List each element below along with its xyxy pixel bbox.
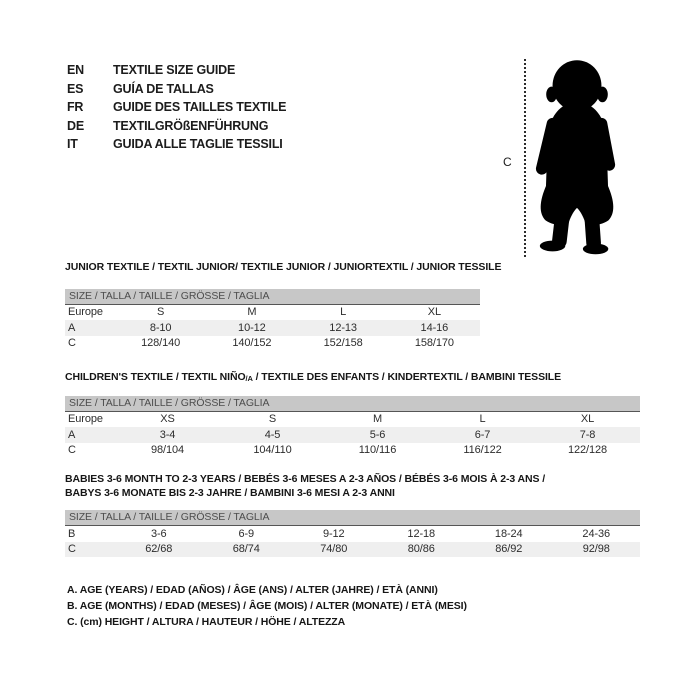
table-row-europe (65, 304, 480, 320)
cell: XL (427, 306, 441, 319)
cell: 18-24 (494, 527, 523, 540)
language-row-it (67, 135, 286, 154)
cell: M (372, 413, 383, 426)
language-title: TEXTILGRÖßENFÜHRUNG (113, 118, 269, 133)
cell: 152/158 (323, 337, 363, 350)
section-junior-textile (65, 261, 502, 351)
size-header-bar: SIZE / TALLA / TAILLE / GRÖSSE / TAGLIA (65, 289, 480, 304)
table-row-age (65, 320, 480, 336)
children-size-table (65, 411, 640, 459)
section-title-line1: BABIES 3-6 MONTH TO 2-3 YEARS / BEBÉS 3-6 MESES A 2-3 AÑOS / BÉBÉS 3-6 MOIS À 2-3 ANS / (65, 473, 546, 485)
cell: XS (160, 413, 175, 426)
section-babies-textile (65, 473, 640, 557)
cell: 14-16 (420, 321, 449, 334)
row-label: A (68, 428, 76, 441)
cell: 92/98 (582, 543, 610, 556)
cell: 86/92 (495, 543, 523, 556)
table-row-height (65, 336, 480, 352)
cell: 6-9 (238, 527, 255, 540)
section-title-subscript: /A (245, 374, 253, 383)
language-row-fr (67, 98, 286, 117)
note-a-age-years: A. AGE (YEARS) / EDAD (AÑOS) / ÂGE (ANS) / ALTER (JAHRE) / ETÀ (ANNI) (67, 584, 438, 596)
cell: 24-36 (582, 527, 611, 540)
row-label: A (68, 321, 76, 334)
cell: 10-12 (238, 321, 266, 334)
language-row-de (67, 117, 286, 136)
section-title-part: CHILDREN'S TEXTILE / TEXTIL NIÑO (65, 371, 246, 383)
language-code: FR (67, 100, 84, 115)
height-dotted-line (524, 59, 526, 257)
row-label: B (68, 527, 76, 540)
row-label: C (68, 444, 76, 457)
table-row-height (65, 443, 640, 459)
cell: S (268, 413, 277, 426)
cell: 9-12 (322, 527, 345, 540)
cell: 98/104 (150, 444, 185, 457)
cell: 6-7 (474, 428, 491, 441)
cell: 140/152 (232, 337, 272, 350)
size-header-bar: SIZE / TALLA / TAILLE / GRÖSSE / TAGLIA (65, 510, 640, 525)
section-title-part: / TEXTILE DES ENFANTS / KINDERTEXTIL / BAMBINI TESSILE (252, 371, 562, 383)
cell: 3-6 (150, 527, 167, 540)
language-code: IT (67, 137, 78, 152)
cell: 62/68 (145, 543, 173, 556)
language-code: DE (67, 118, 84, 133)
cell: 122/128 (567, 444, 608, 457)
baby-silhouette-icon (533, 57, 621, 257)
cell: 116/122 (463, 444, 502, 457)
language-title: GUIDA ALLE TAGLIE TESSILI (113, 137, 283, 152)
cell: 74/80 (320, 543, 348, 556)
cell: 80/86 (407, 543, 435, 556)
row-label: Europe (68, 306, 103, 319)
cell: L (340, 306, 347, 319)
table-row-height (65, 542, 640, 558)
cell: 7-8 (579, 428, 596, 441)
cell: 158/170 (414, 337, 454, 350)
cell: L (479, 413, 486, 426)
language-row-en (67, 61, 286, 80)
height-measure-label: C (503, 155, 512, 169)
cell: 4-5 (264, 428, 281, 441)
section-title (65, 371, 640, 386)
language-row-es (67, 80, 286, 99)
language-title: TEXTILE SIZE GUIDE (113, 63, 236, 77)
cell: 104/110 (253, 444, 292, 457)
note-b-age-months: B. AGE (MONTHS) / EDAD (MESES) / ÂGE (MOIS) / ALTER (MONATE) / ETÀ (MESI) (67, 599, 467, 612)
cell: 110/116 (358, 444, 397, 457)
section-title-line2: BABYS 3-6 MONATE BIS 2-3 JAHRE / BAMBINI 3-6 MESI A 2-3 ANNI (65, 486, 395, 499)
cell: S (157, 306, 165, 319)
cell: 3-4 (159, 428, 176, 441)
table-row-age-months (65, 526, 640, 542)
junior-size-table (65, 304, 480, 352)
cell: XL (580, 413, 595, 426)
cell: 12-13 (329, 321, 357, 334)
legend-notes (67, 583, 467, 631)
cell: 68/74 (232, 543, 260, 556)
size-header-bar: SIZE / TALLA / TAILLE / GRÖSSE / TAGLIA (65, 396, 640, 411)
section-children-textile (65, 371, 640, 458)
table-row-europe (65, 411, 640, 427)
section-title: JUNIOR TEXTILE / TEXTIL JUNIOR/ TEXTILE JUNIOR / JUNIORTEXTIL / JUNIOR TESSILE (65, 261, 502, 273)
language-code: ES (67, 81, 84, 96)
babies-size-table (65, 525, 640, 557)
cell: M (247, 306, 257, 319)
cell: 12-18 (407, 527, 436, 540)
language-title: GUIDE DES TAILLES TEXTILE (113, 100, 287, 115)
height-measure-figure (500, 55, 645, 263)
row-label: Europe (68, 413, 103, 426)
section-title (65, 473, 640, 500)
table-row-age (65, 427, 640, 443)
language-list (67, 61, 286, 154)
note-c-height-cm: C. (cm) HEIGHT / ALTURA / HAUTEUR / HÖHE / ALTEZZA (67, 615, 346, 628)
cell: 128/140 (141, 337, 181, 350)
cell: 5-6 (369, 428, 386, 441)
row-label: C (68, 543, 76, 556)
cell: 8-10 (149, 321, 172, 334)
row-label: C (68, 337, 76, 350)
language-code: EN (67, 63, 84, 77)
language-title: GUÍA DE TALLAS (113, 81, 214, 96)
